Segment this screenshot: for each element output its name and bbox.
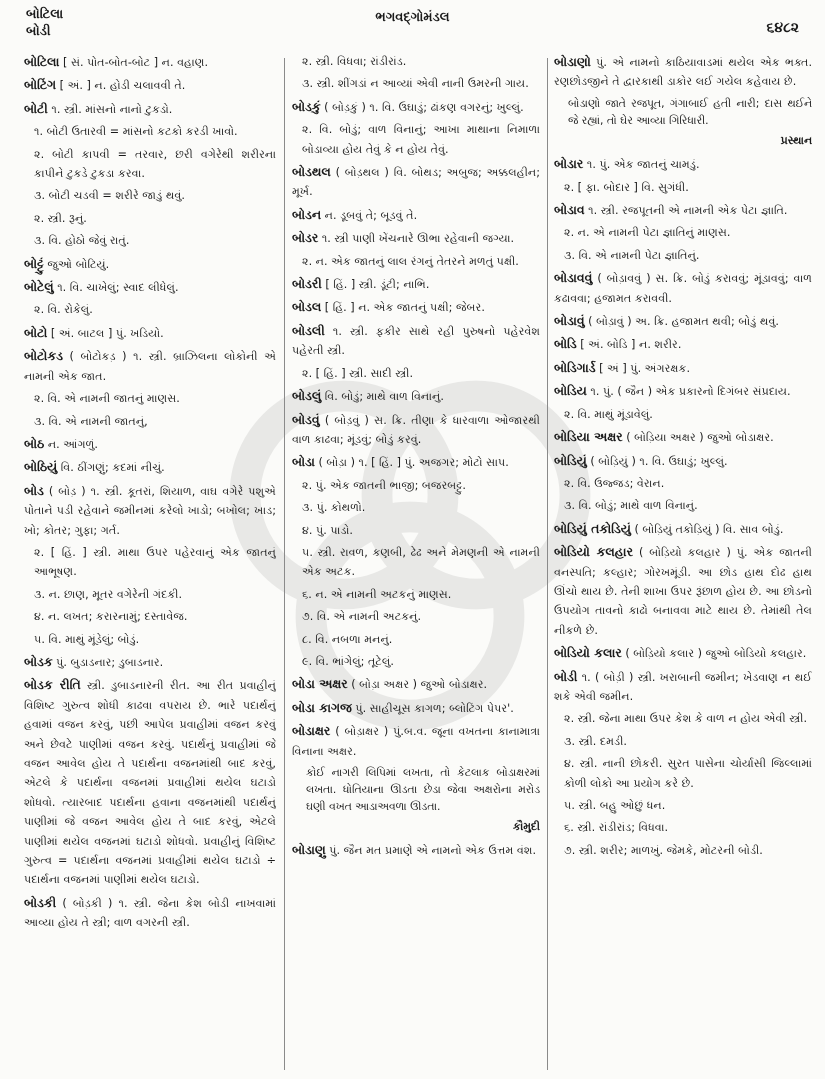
definition-text: ૩. વિ. એ નામની પેટા જ્ઞાતિનું.	[564, 248, 700, 262]
headword: બોડાવ	[554, 202, 585, 218]
definition-text: ( બોડ઼ાવું ) અ. ક્રિ. હજામત થવી; બોડું થવું.	[588, 315, 779, 329]
sense-line	[292, 476, 540, 495]
definition-text: ( બોડ઼ાક્ષર ) પું.બ.વ. જૂના વખતના કાનામાત્રા વિનાના અક્ષર.	[292, 725, 540, 758]
definition-text: સ્ત્રી. ડુબાડનારની રીત. આ રીત પ્રવાહીનું વિશિષ્ટ ગુરુત્વ શોધી કાઢવા વપરાય છે. ભારે પદાર્થનું હવામાં વજન કરવું, પછી આપેલ પ્રવાહીમાં વજન કરવું અને છેવટે પાણીમાં વજન કરવું. પદાર્થનું પ્રવાહીમાં જે વજન આવેલ હોય તે પદાર્થના વજનમાંથી બાદ કરવું, એટલે કે પદાર્થના વજનમાં પ્રવાહીમાં થયેલ ઘટાડો શોધવો. ત્યારબાદ પદાર્થના હવાના વજનમાંથી પદાર્થનું પાણીમાં જે વજન આવેલ હોય તે બાદ કરવું, એટલે પાણીમાં થયેલ વજનમાં ઘટાડો શોધવો. પ્રવાહીનું વિશિષ્ટ ગુરુત્વ = પદાર્થના વજનમાં પ્રવાહીમાં થયેલ ઘટાડો ÷ પદાર્થના વજનમાં પાણીમાં થયેલ ઘટાડો.	[24, 679, 276, 887]
definition-text: ૧. સ્ત્રી પાણી ખેંચનારે ઊભા રહેવાની જગ્યા.	[321, 232, 515, 246]
definition-text: ન. આંગળું.	[47, 437, 98, 451]
definition-text: ( બોડ઼કું ) ૧. વિ. ઉઘાડું; ઢાંકણ વગરનું; ખુલ્લું.	[324, 100, 524, 114]
dictionary-entry	[24, 893, 276, 933]
sense-line	[24, 389, 276, 408]
definition-text: [ હિં. ] સ્ત્રી. ડૂંટી; નાભિ.	[325, 278, 430, 292]
running-title: ભગવદ્ગોમંડલ	[375, 10, 450, 25]
definition-text: ૪. પું. પાડો.	[302, 523, 353, 537]
sense-line	[24, 630, 276, 649]
definition-text: [ અં ] પું. અંગરક્ષક.	[599, 361, 691, 375]
page-header	[0, 0, 825, 48]
dictionary-entry	[24, 323, 276, 343]
definition-text: ૨. વિ. માથું મૂંડાવેલું.	[564, 407, 653, 421]
dictionary-entry	[24, 675, 276, 889]
headword: બોડિ	[554, 336, 577, 352]
definition-text: ૯. વિ. ભાંગેલું; તૂટેલું.	[302, 654, 394, 668]
sense-line	[554, 818, 812, 837]
headword: બોડર	[292, 230, 319, 246]
column-2	[292, 52, 540, 1072]
dictionary-entry	[554, 381, 812, 401]
dictionary-entry	[554, 311, 812, 331]
sense-line	[554, 496, 812, 515]
definition-text: ૩. સ્ત્રી. શીંગડાં ન આવ્યાં એવી નાની ઉમરની ગાય.	[302, 77, 529, 91]
headword: બોડાણુ	[292, 842, 326, 858]
headword: બોડિયું તકોડિયું	[554, 520, 631, 536]
definition-text: [ અં. બોડિ ] ન. શરીર.	[580, 338, 682, 352]
headword: બોડન	[292, 206, 322, 222]
dictionary-entry	[292, 840, 540, 860]
definition-text: ( બોડ઼િયું ) ૧. વિ. ઉઘાડું; ખુલ્લું.	[590, 454, 728, 468]
dictionary-entry	[292, 452, 540, 472]
headword: બોડા કાગજ	[292, 699, 352, 715]
guide-word-last: બોડી	[26, 24, 51, 39]
quotation-source: પ્રસ્થાન	[780, 133, 812, 147]
definition-text: વિ. ઠીંગણું; કદમાં નીચું.	[60, 461, 165, 475]
sense-line	[292, 607, 540, 626]
definition-text: ૧. પું. ( જૈન ) એક પ્રકારનો દિગંબર સંપ્રદાય.	[590, 385, 791, 399]
headword: બોડી	[554, 668, 578, 684]
sense-line	[24, 300, 276, 319]
sense-line	[292, 52, 540, 71]
definition-text: ૩. વિ. હોઠો જેવું રાતું.	[34, 234, 130, 248]
definition-text: ( બોડ઼િયો કલાર ) જુઓ બોડિયો કલહાર.	[625, 647, 807, 661]
definition-text: ૨. વિ. એ નામની જાતનું માણસ.	[34, 392, 180, 406]
headword: બોડા અક્ષર	[292, 676, 348, 692]
dictionary-entry	[292, 410, 540, 450]
sense-line	[292, 630, 540, 649]
headword: બોડકું	[292, 98, 321, 114]
headword: બોડિયો કલાર	[554, 645, 622, 661]
sense-line	[554, 732, 812, 751]
headword: બોટો	[24, 324, 48, 340]
dictionary-entry	[554, 358, 812, 378]
definition-text: ૨. ન. એ નામની પેટા જ્ઞાતિનું માણસ.	[564, 226, 731, 240]
definition-text: ૧. સ્ત્રી. માંસનો નાનો ટુકડો.	[51, 102, 173, 116]
definition-text: ૨. બોટી કાપવી = તરવાર, છરી વગેરેથી શરીરના કાપીને ટુકડે ટુકડા કરવા.	[34, 147, 276, 181]
sense-line	[24, 209, 276, 228]
dictionary-entry	[554, 427, 812, 447]
dictionary-entry	[24, 652, 276, 672]
sense-line	[292, 585, 540, 604]
definition-text: પું. જૈન મત પ્રમાણે એ નામનો એક ઉત્તમ વંશ.	[329, 844, 537, 858]
headword: બોડથલ	[292, 164, 331, 180]
column-1	[24, 52, 276, 1072]
definition-text: ( બોડ઼િયા અક્ષર ) જુઓ બોડાક્ષર.	[626, 431, 774, 445]
sense-line	[554, 796, 812, 815]
dictionary-entry	[554, 519, 812, 539]
definition-text: ૨. સ્ત્રી. જેના માથા ઉપર કેશ કે વાળ ન હોય એવી સ્ત્રી.	[564, 712, 807, 726]
sense-line	[292, 521, 540, 540]
headword: બોડ	[24, 482, 44, 498]
sense-line	[292, 652, 540, 671]
definition-text: ૫. સ્ત્રી. રાવળ, કણબી, ઢેઢ અને મેમણની એ નામની એક અટક.	[302, 545, 540, 579]
headword: બોટિલા	[24, 54, 60, 69]
headword: બોડકી	[24, 894, 57, 910]
headword: બોડાક્ષર	[292, 723, 331, 739]
sense-line	[554, 223, 812, 242]
headword: બોડિય	[554, 383, 587, 399]
headword: બોટ્ટું	[24, 255, 44, 271]
definition-text: ૨. વિ. રોકેલું.	[34, 303, 93, 317]
headword: બોડલી	[292, 322, 325, 338]
dictionary-entry	[554, 52, 812, 92]
definition-text: [ સં. પોત-બોત-બોટ ] ન. વહાણ.	[63, 56, 209, 69]
dictionary-entry	[554, 643, 812, 663]
headword: બોડલ	[292, 299, 322, 315]
sense-line	[24, 145, 276, 184]
definition-text: ૮. વિ. નબળા મનનું.	[302, 632, 393, 646]
definition-text: ૩. વિ. બોડું; માથે વાળ વિનાનું.	[564, 499, 698, 513]
headword: બોડાર	[554, 156, 584, 172]
dictionary-entry	[24, 457, 276, 477]
quotation-source: કૌમુદી	[512, 820, 540, 833]
dictionary-entry	[292, 97, 540, 117]
definition-text: ૧. પું. એક જાતનું ચામડું.	[586, 158, 700, 172]
sense-line	[554, 474, 812, 493]
dictionary-entry	[292, 297, 540, 317]
headword: બોડવું	[292, 411, 320, 427]
sense-line	[24, 122, 276, 141]
dictionary-entry	[24, 277, 276, 297]
sense-line	[554, 709, 812, 728]
dictionary-entry	[554, 667, 812, 707]
definition-text: ૨. વિ. ઉજ્જડ; વેરાન.	[564, 476, 665, 490]
headword: બોડિગાર્ડ	[554, 359, 596, 375]
sense-line	[554, 841, 812, 860]
dictionary-entry	[292, 228, 540, 248]
definition-text: ૩. વિ. એ નામની જાતનું,	[34, 414, 148, 428]
sense-line	[292, 364, 540, 383]
definition-text: ૭. વિ. એ નામની અટકનું.	[302, 610, 422, 624]
definition-text: ૧. વિ. ચાખેલું; સ્વાદ લીધેલું.	[57, 281, 179, 295]
definition-text: ( બોડ઼િયો કલહાર ) પું. એક જાતની વનસ્પતિ; કલ્હાર; ગોરખમૂંડી. આ છોડ હાથ દોઢ હાથ ઊંચો થાય છે. તેની શાખા ઉપર રૂંછાળ હોય છે. આ છોડનો ઉપયોગ તાવનો કાઢો બનાવવા માટે થાય છે. તેમાંથી તેલ નીકળે છે.	[554, 546, 812, 637]
dictionary-entry	[24, 254, 276, 274]
column-3	[554, 52, 812, 1072]
definition-text: ૨. [ હિં. ] સ્ત્રી. સાદી સ્ત્રી.	[302, 366, 414, 380]
definition-text: ૪. સ્ત્રી. નાની છોકરી. સુરત પાસેના ચોર્યાસી જિલ્લામાં કોળી લોકો આ પ્રયોગ કરે છે.	[564, 757, 812, 790]
definition-text: જુઓ બોટિયું.	[47, 257, 110, 271]
sense-line	[24, 543, 276, 582]
dictionary-entry	[24, 99, 276, 119]
headword: બોડા	[292, 454, 315, 470]
headword: બોડાવું	[554, 313, 585, 329]
definition-text: ૩. બોટી ચડવી = શરીરે જાડું થવું.	[34, 189, 185, 203]
sense-line	[554, 754, 812, 793]
definition-text: ૩. પું. કોથળો.	[302, 501, 366, 515]
definition-text: ૨. ન. એક જાતનું લાલ રંગનું તેતરને મળતું પક્ષી.	[302, 254, 519, 268]
definition-text: ૬. સ્ત્રી. રાંડીરાંડ; વિધવા.	[564, 821, 669, 835]
dictionary-entry	[292, 321, 540, 361]
quotation: કોઈ નાગરી લિપિમાં લખતા, તો કેટલાક બોડાક્ષરમાં લખતા. ધોતિયાના ઊડતા છેડા જેવા અક્ષરોના મરોડ ઘણી વખત આડાઅવળા ઊડતા.	[306, 766, 540, 813]
definition-text: ૧. બોટી ઉતારવી = માંસનો કટકો કરડી ખાવો.	[34, 125, 238, 139]
sense-line	[292, 543, 540, 582]
sense-line	[24, 585, 276, 604]
headword: બોડલું	[292, 388, 322, 404]
definition-text: ૨. સ્ત્રી. વિધવા; રાંડીરાંડ.	[302, 55, 407, 68]
dictionary-entry	[292, 162, 540, 202]
definition-text: ( બોડ઼િયું તકોડ઼િયું ) વિ. સાવ બોડું.	[634, 522, 784, 536]
dictionary-entry	[24, 52, 276, 72]
headword: બોઠ	[24, 435, 45, 451]
definition-text: [ અં. બાટલ ] પું. ખડિયો.	[50, 326, 164, 340]
definition-text: ૩. ન. છાણ, મૂતર વગેરેની ગંદકી.	[34, 587, 183, 601]
dictionary-entry	[24, 346, 276, 386]
headword: બોટોકડ	[24, 348, 63, 364]
dictionary-entry	[292, 698, 540, 718]
definition-text: વિ. બોડું; માથે વાળ વિનાનું.	[324, 390, 444, 404]
definition-text: ( બોડ઼ ) ૧. સ્ત્રી. કૂતરાં, શિયાળ, વાઘ વગેરે પશુએ પોતાને પડી રહેવાને જમીનમાં કરેલો ખાડો; બખોલ; ખાડ; ખો; કોતર; ગુફા; ગર્ત.	[24, 484, 276, 537]
headword: બોટેલું	[24, 279, 54, 295]
definition-text: ( બોડ઼વું ) સ. ક્રિ. તીણા કે ધારવાળા ઓજારથી વાળ કાઢવા; મૂંડવું; બોડું કરવું.	[292, 413, 540, 446]
headword: બોડિયું	[554, 452, 587, 468]
headword: બોડિયો કલહાર	[554, 544, 633, 560]
dictionary-entry	[292, 205, 540, 225]
dictionary-entry	[554, 334, 812, 354]
quotation: બોડાણો જાતે રજપૂત, ગંગાબાઈ હતી નારી; દાસ થઈને જે રહ્યાં, તો ઘેર આવ્યા ગિરિધારી.	[568, 96, 812, 127]
headword: બોડાવવું	[554, 270, 593, 286]
definition-text: ૨. [ હિં. ] સ્ત્રી. માથા ઉપર પહેરવાનું એક જાતનું આભૂષણ.	[34, 545, 276, 579]
definition-text: ( બોડ઼કી ) ૧. સ્ત્રી. જેના કેશ બોડી નાખવામાં આવ્યા હોય તે સ્ત્રી; વાળ વગરની સ્ત્રી.	[24, 896, 276, 930]
headword: બોડરી	[292, 276, 322, 292]
sense-line	[292, 74, 540, 93]
dictionary-entry	[292, 721, 540, 761]
definition-text: ૧. સ્ત્રી. ફકીર સાથે રહી પુરુષનો પહેરવેશ પહેરતી સ્ત્રી.	[292, 324, 540, 358]
dictionary-entry	[554, 542, 812, 640]
definition-text: ન. ડૂબવું તે; બૂડવું તે.	[324, 208, 418, 222]
dictionary-entry	[292, 274, 540, 294]
dictionary-entry	[292, 674, 540, 694]
sense-line	[292, 120, 540, 159]
sense-line	[292, 252, 540, 271]
definition-text: ( બોડ઼ા અક્ષર ) જુઓ બોડાક્ષર.	[351, 678, 488, 692]
sense-line	[554, 246, 812, 265]
sense-line	[24, 231, 276, 250]
headword: બોઠિયું	[24, 459, 58, 475]
definition-text: પું. એ નામનો કાઠિયાવાડમાં થયેલ એક ભક્ત. રણછોડજીને તે દ્વારકાથી ડાકોર લઈ ગયેલ કહેવાય છે.	[554, 56, 812, 89]
definition-text: ૬. ન. એ નામની અટકનું માણસ.	[302, 587, 452, 601]
definition-text: ( બોટોકડ઼ ) ૧. સ્ત્રી. બ્રાઝિલના લોકોની એ નામની એક જાત.	[24, 350, 276, 383]
definition-text: ૨. વિ. બોડું; વાળ વિનાનું; આખા માથાના નિમાળા બોડાવ્યા હોય તેવું કે ન હોય તેવું.	[302, 123, 540, 156]
dictionary-entry	[554, 154, 812, 174]
dictionary-entry	[554, 200, 812, 220]
definition-text: ૧. સ્ત્રી. રજપૂતની એ નામની એક પેટા જ્ઞાતિ.	[588, 204, 788, 218]
definition-text: ( બોડ઼ા ) ૧. [ હિં. ] પું. અજગર; મોટો સાપ.	[318, 456, 509, 470]
definition-text: ૧. ( બોડ઼ી ) સ્ત્રી. ખરાબાની જમીન; ખેડવાણ ન થઈ શકે એવી જમીન.	[554, 670, 812, 703]
sense-line	[554, 178, 812, 197]
definition-text: ( બોડ઼ાવવું ) સ. ક્રિ. બોડું કરાવવું; મૂંડાવવું; વાળ કઢાવવા; હજામત કરાવવી.	[554, 272, 812, 305]
dictionary-entry	[554, 268, 812, 308]
dictionary-entry	[24, 434, 276, 454]
definition-text: ૨. પું. એક જાતની ભાજી; બજરબટ્ટુ.	[302, 478, 466, 492]
definition-text: [ અં. ] ન. હોડી ચલાવવી તે.	[59, 79, 186, 93]
page-number: ૬૪૮૨	[766, 20, 799, 36]
definition-text: પું. બુડાડનાર; ડુબાડનાર.	[56, 655, 164, 669]
headword: બોટિંગ	[24, 77, 57, 93]
definition-text: ૫. વિ. માથું મૂંડેલું; બોડું.	[34, 632, 140, 646]
definition-text: પું. સાહીચૂસ કાગળ; બ્લોટિંગ પેપર'.	[355, 701, 514, 715]
sense-line	[24, 412, 276, 431]
definition-text: ૫. સ્ત્રી. બહુ ઓછું ધન.	[564, 799, 666, 812]
sense-line	[24, 186, 276, 205]
headword: બોડિયા અક્ષર	[554, 429, 623, 445]
headword: બોડાણો	[554, 54, 591, 69]
definition-text: ( બોડ઼થલ ) વિ. બોથડ; અબુજ; અક્કલહીન; મૂર્ખ.	[292, 166, 540, 199]
sense-line	[554, 405, 812, 424]
dictionary-entry	[554, 451, 812, 471]
dictionary-entry	[24, 481, 276, 540]
headword: બોટી	[24, 100, 48, 116]
definition-text: ૭. સ્ત્રી. શરીર; માળખું. જેમકે, મોટરની બોડી.	[564, 843, 763, 857]
definition-text: ૨. સ્ત્રી. રૂનું.	[34, 211, 87, 225]
sense-line	[24, 607, 276, 626]
definition-text: ૩. સ્ત્રી. દમડી.	[564, 734, 627, 748]
dictionary-entry	[292, 386, 540, 406]
guide-word-first: બોટિલા	[26, 7, 64, 22]
definition-text: ૨. [ ફા. બોદાર ] વિ. સુગંધી.	[564, 180, 689, 194]
dictionary-entry	[24, 75, 276, 95]
headword: બોડક રીતિ	[24, 677, 81, 693]
headword: બોડક	[24, 653, 53, 669]
dictionary-columns	[0, 52, 825, 1072]
sense-line	[292, 498, 540, 517]
definition-text: ૪. ન. લખત; કરારનામું; દસ્તાવેજ.	[34, 610, 188, 624]
definition-text: [ હિં. ] ન. એક જાતનું પક્ષી; જેબર.	[324, 301, 485, 315]
